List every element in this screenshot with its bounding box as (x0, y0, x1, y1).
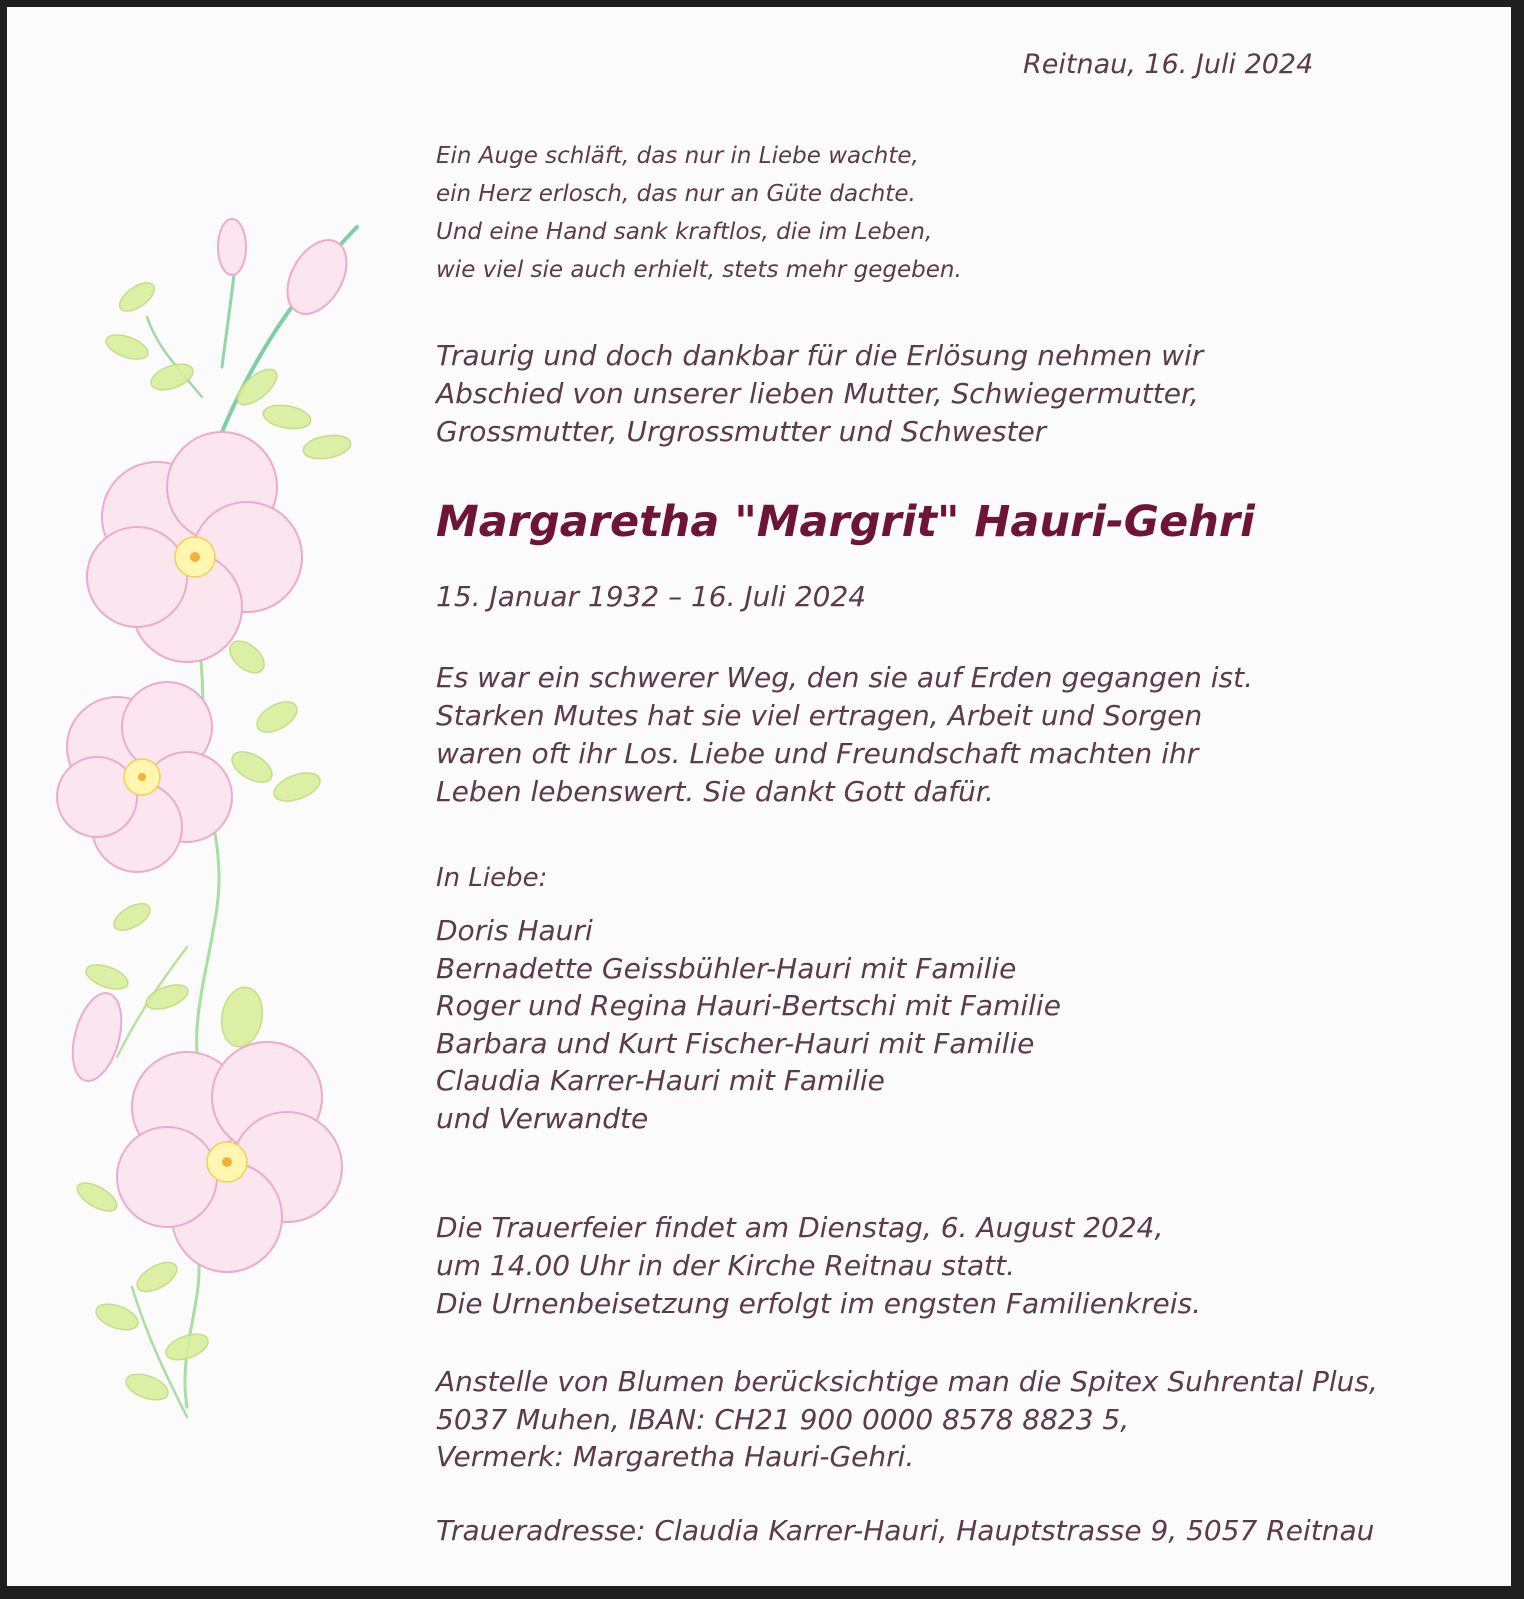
family-member: Barbara und Kurt Fischer-Hauri mit Familie (436, 1026, 1035, 1060)
place-date: Reitnau, 16. Juli 2024 (1023, 49, 1314, 80)
poem-line: Ein Auge schläft, das nur in Liebe wachte, (436, 143, 919, 169)
intro-line: Grossmutter, Urgrossmutter und Schwester (436, 415, 1047, 448)
intro-line: Abschied von unserer lieben Mutter, Schwiegermutter, (436, 377, 1199, 410)
poem (436, 137, 962, 289)
service-line: Die Trauerfeier findet am Dienstag, 6. August 2024, (436, 1211, 1164, 1244)
poem-line: Und eine Hand sank kraftlos, die im Leben, (436, 219, 933, 245)
tribute-text (436, 659, 1253, 811)
tribute-line: Leben lebenswert. Sie dankt Gott dafür. (436, 775, 994, 808)
deceased-name: Margaretha "Margrit" Hauri-Gehri (436, 497, 1255, 547)
donation-line: Anstelle von Blumen berücksichtige man die Spitex Suhrental Plus, (436, 1365, 1378, 1398)
poem-line: wie viel sie auch erhielt, stets mehr gegeben. (436, 257, 962, 283)
intro-text (436, 337, 1203, 451)
floral-illustration (37, 187, 437, 1487)
mourning-address: Traueradresse: Claudia Karrer-Hauri, Hauptstrasse 9, 5057 Reitnau (436, 1514, 1375, 1547)
service-info (436, 1209, 1201, 1323)
tribute-line: waren oft ihr Los. Liebe und Freundschaft machten ihr (436, 737, 1199, 770)
family-list (436, 912, 1061, 1137)
donation-info (436, 1363, 1378, 1476)
in-love-label: In Liebe: (436, 863, 548, 893)
family-member: Doris Hauri (436, 914, 593, 947)
tribute-line: Es war ein schwerer Weg, den sie auf Erden gegangen ist. (436, 661, 1254, 694)
tribute-line: Starken Mutes hat sie viel ertragen, Arbeit und Sorgen (436, 699, 1203, 732)
family-member: Claudia Karrer-Hauri mit Familie (436, 1064, 885, 1097)
intro-line: Traurig und doch dankbar für die Erlösung nehmen wir (436, 339, 1204, 372)
service-line: Die Urnenbeisetzung erfolgt im engsten Familienkreis. (436, 1287, 1201, 1320)
family-member: und Verwandte (436, 1101, 649, 1135)
life-dates: 15. Januar 1932 – 16. Juli 2024 (436, 580, 867, 613)
family-member: Bernadette Geissbühler-Hauri mit Familie (436, 951, 1017, 985)
donation-line: Vermerk: Margaretha Hauri-Gehri. (436, 1440, 915, 1473)
donation-line: 5037 Muhen, IBAN: CH21 900 0000 8578 8823 5, (436, 1402, 1130, 1436)
family-member: Roger und Regina Hauri-Bertschi mit Familie (436, 989, 1061, 1022)
poem-line: ein Herz erlosch, das nur an Güte dachte. (436, 181, 916, 207)
service-line: um 14.00 Uhr in der Kirche Reitnau statt. (436, 1249, 1015, 1282)
